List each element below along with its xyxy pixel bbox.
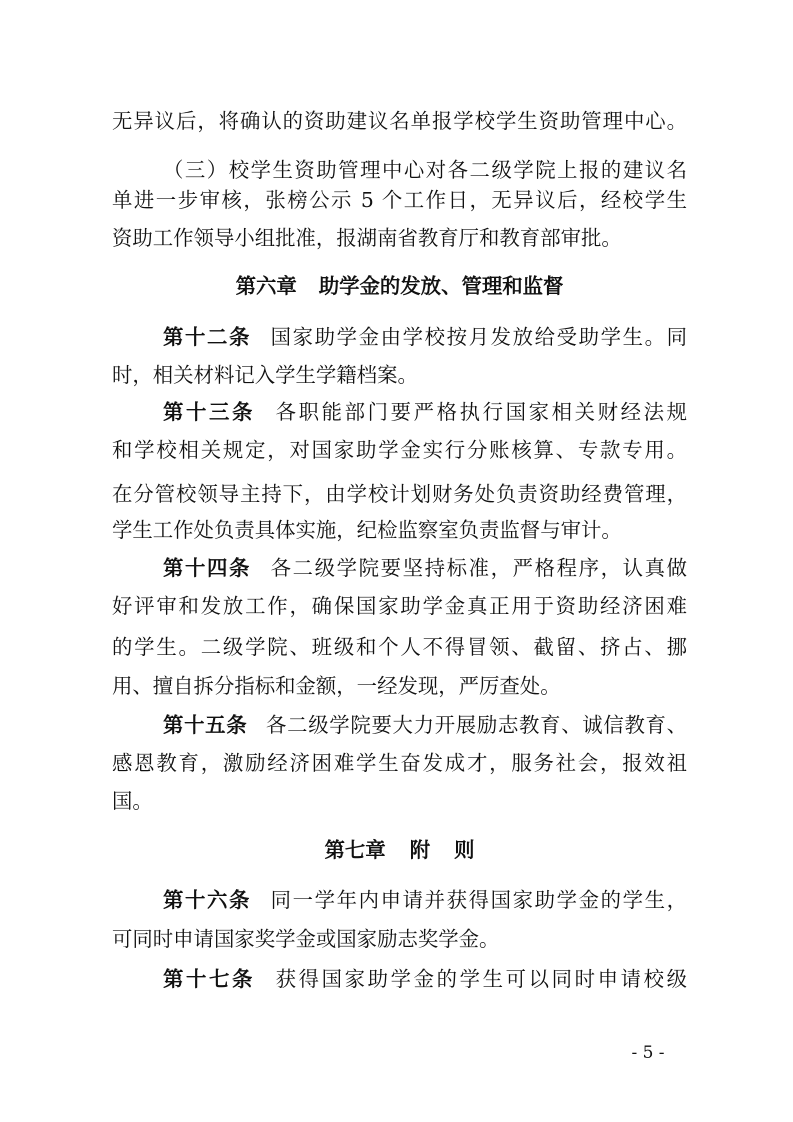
paragraph-line: 可同时申请国家奖学金或国家励志奖学金。 — [112, 927, 500, 951]
paragraph-line: 时，相关材料记入学生学籍档案。 — [112, 363, 418, 387]
chapter-title: 助学金的发放、管理和监督 — [318, 274, 564, 298]
page-number: - 5 - — [631, 1043, 665, 1063]
paragraph-line: 单进一步审核，张榜公示 5 个工作日，无异议后，经校学生 — [112, 188, 687, 212]
article-label: 第十七条 — [163, 967, 255, 991]
paragraph-line: 国。 — [112, 789, 153, 813]
article-text: 国家助学金由学校按月发放给受助学生。同 — [269, 325, 687, 349]
article-line — [163, 705, 687, 745]
paragraph-line: 无异议后，将确认的资助建议名单报学校学生资助管理中心。 — [112, 109, 687, 133]
article-label: 第十三条 — [163, 400, 255, 424]
article-label: 第十六条 — [163, 888, 251, 912]
article-text: 同一学年内申请并获得国家助学金的学生， — [269, 888, 687, 912]
chapter-number: 第六章 — [235, 274, 297, 298]
chapter-title: 则 — [454, 838, 475, 862]
article-label: 第十二条 — [163, 325, 251, 349]
paragraph-line: 在分管校领导主持下，由学校计划财务处负责资助经费管理， — [112, 482, 687, 506]
paragraph-line: 的学生。二级学院、班级和个人不得冒领、截留、挤占、挪 — [112, 635, 687, 659]
paragraph-line: 感恩教育，激励经济困难学生奋发成才，服务社会，报效祖 — [112, 751, 687, 775]
article-text: 各职能部门要严格执行国家相关财经法规 — [273, 400, 687, 424]
article-label: 第十四条 — [163, 556, 251, 580]
chapter-heading — [112, 266, 687, 306]
article-line — [163, 548, 687, 588]
article-text: 获得国家助学金的学生可以同时申请校级 — [273, 967, 687, 991]
article-line — [163, 392, 687, 432]
paragraph-line: 好评审和发放工作，确保国家助学金真正用于资助经济困难 — [112, 594, 687, 618]
paragraph-line: 资助工作领导小组批准，报湖南省教育厅和教育部审批。 — [112, 226, 622, 250]
article-text: 各二级学院要大力开展励志教育、诚信教育、 — [265, 713, 688, 737]
paragraph-line: 用、擅自拆分指标和金额，一经发现，严厉查处。 — [112, 674, 561, 698]
paragraph-line: （三）校学生资助管理中心对各二级学院上报的建议名 — [163, 158, 687, 182]
paragraph-line: 和学校相关规定，对国家助学金实行分账核算、专款专用。 — [112, 438, 687, 462]
chapter-heading — [112, 830, 687, 870]
chapter-title: 附 — [409, 838, 431, 862]
article-line — [163, 317, 687, 357]
article-text: 各二级学院要坚持标准，严格程序，认真做 — [269, 556, 687, 580]
article-label: 第十五条 — [163, 713, 248, 737]
article-line — [163, 959, 687, 999]
article-line — [163, 880, 687, 920]
paragraph-line: 学生工作处负责具体实施，纪检监察室负责监督与审计。 — [112, 518, 622, 542]
chapter-number: 第七章 — [324, 838, 386, 862]
